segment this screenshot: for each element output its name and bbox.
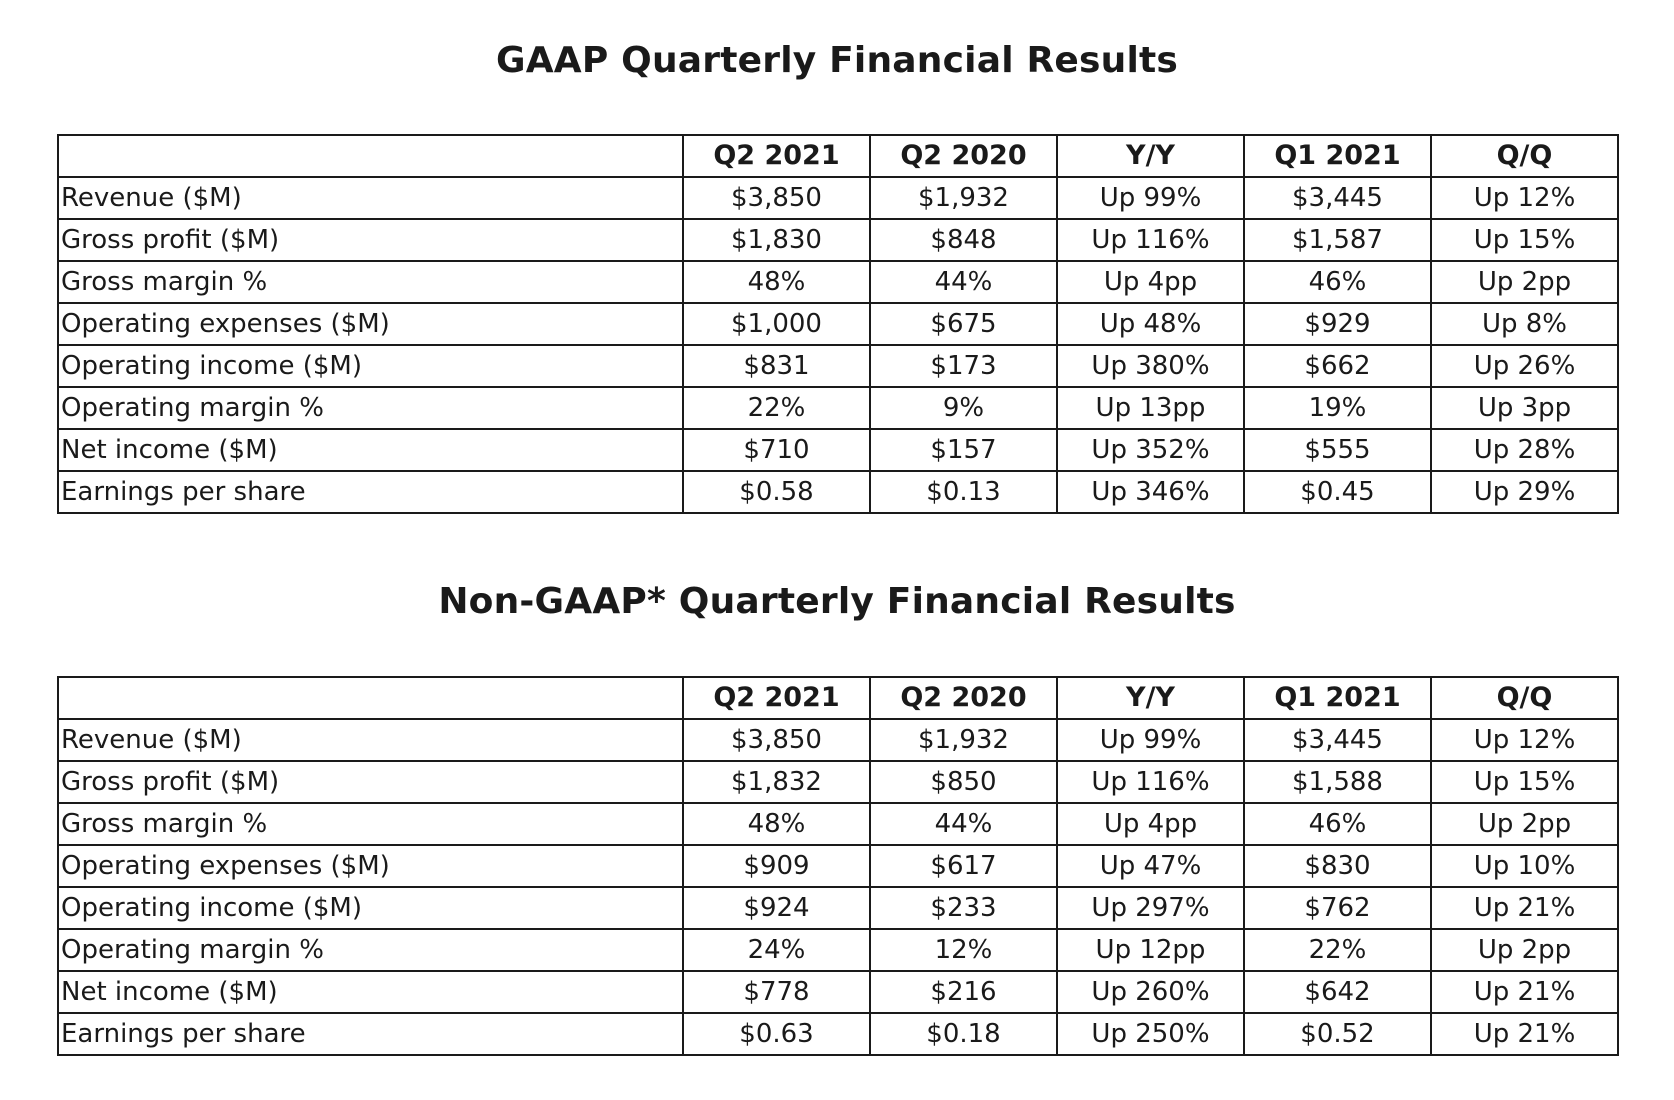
table-cell: $0.63 [683,1013,870,1055]
table-cell: Up 13pp [1057,387,1244,429]
table-row [58,761,1618,803]
table-cell: $157 [870,429,1057,471]
table-header-row [58,135,1618,177]
table-cell: $924 [683,887,870,929]
table-cell: $710 [683,429,870,471]
table-cell: $850 [870,761,1057,803]
column-header-q1-2021: Q1 2021 [1244,135,1431,177]
row-label: Net income ($M) [58,971,683,1013]
table-cell: $216 [870,971,1057,1013]
table-cell: $617 [870,845,1057,887]
table-cell: Up 4pp [1057,261,1244,303]
table-cell: $909 [683,845,870,887]
table-header-row [58,677,1618,719]
table-cell: $0.18 [870,1013,1057,1055]
table-cell: Up 21% [1431,887,1618,929]
table-cell: $1,932 [870,719,1057,761]
column-header-qoq: Q/Q [1431,135,1618,177]
table-cell: 19% [1244,387,1431,429]
table-cell: 12% [870,929,1057,971]
table-cell: $173 [870,345,1057,387]
table-row [58,929,1618,971]
table-cell: $642 [1244,971,1431,1013]
column-header-yoy: Y/Y [1057,677,1244,719]
column-header-q2-2020: Q2 2020 [870,677,1057,719]
table-cell: 48% [683,261,870,303]
table-cell: Up 380% [1057,345,1244,387]
table-cell: $3,445 [1244,177,1431,219]
table-cell: Up 352% [1057,429,1244,471]
table-row [58,971,1618,1013]
table-cell: Up 2pp [1431,261,1618,303]
table-cell: $555 [1244,429,1431,471]
table-cell: Up 29% [1431,471,1618,513]
table-cell: Up 12% [1431,177,1618,219]
table-cell: $848 [870,219,1057,261]
table-cell: $3,445 [1244,719,1431,761]
table-cell: $675 [870,303,1057,345]
table-cell: 22% [1244,929,1431,971]
table-cell: Up 250% [1057,1013,1244,1055]
row-label: Gross margin % [58,261,683,303]
table-cell: Up 48% [1057,303,1244,345]
row-label: Operating expenses ($M) [58,303,683,345]
table-cell: Up 116% [1057,219,1244,261]
table-cell: Up 3pp [1431,387,1618,429]
table-row [58,719,1618,761]
table-cell: Up 260% [1057,971,1244,1013]
table-cell: Up 28% [1431,429,1618,471]
row-label: Earnings per share [58,1013,683,1055]
column-header-q2-2020: Q2 2020 [870,135,1057,177]
column-header-yoy: Y/Y [1057,135,1244,177]
column-header-q1-2021: Q1 2021 [1244,677,1431,719]
table-cell: $0.52 [1244,1013,1431,1055]
table-cell: $1,587 [1244,219,1431,261]
table-cell: 44% [870,803,1057,845]
table-row [58,387,1618,429]
table-cell: $233 [870,887,1057,929]
row-label: Net income ($M) [58,429,683,471]
row-label: Gross profit ($M) [58,219,683,261]
table-cell: Up 2pp [1431,803,1618,845]
table-row [58,303,1618,345]
column-header-q2-2021: Q2 2021 [683,677,870,719]
table-cell: $1,588 [1244,761,1431,803]
table-cell: Up 15% [1431,761,1618,803]
table-row [58,1013,1618,1055]
gaap-results-table [57,134,1619,514]
column-header-q2-2021: Q2 2021 [683,135,870,177]
table-cell: $1,000 [683,303,870,345]
table-cell: Up 47% [1057,845,1244,887]
table-cell: Up 2pp [1431,929,1618,971]
table-cell: 46% [1244,803,1431,845]
table-cell: $0.45 [1244,471,1431,513]
table-cell: 22% [683,387,870,429]
table-cell: Up 26% [1431,345,1618,387]
gaap-table-title: GAAP Quarterly Financial Results [495,40,1179,81]
row-label: Revenue ($M) [58,719,683,761]
table-row [58,845,1618,887]
table-cell: $929 [1244,303,1431,345]
row-label: Operating income ($M) [58,345,683,387]
nongaap-table-title: Non-GAAP* Quarterly Financial Results [438,581,1236,622]
table-cell: Up 15% [1431,219,1618,261]
table-cell: Up 116% [1057,761,1244,803]
column-header-label [58,135,683,177]
table-cell: Up 346% [1057,471,1244,513]
column-header-label [58,677,683,719]
row-label: Revenue ($M) [58,177,683,219]
table-row [58,803,1618,845]
row-label: Earnings per share [58,471,683,513]
table-cell: $662 [1244,345,1431,387]
table-cell: Up 4pp [1057,803,1244,845]
table-cell: $831 [683,345,870,387]
table-cell: Up 297% [1057,887,1244,929]
table-cell: Up 99% [1057,177,1244,219]
table-cell: $1,932 [870,177,1057,219]
row-label: Operating margin % [58,929,683,971]
table-cell: Up 12% [1431,719,1618,761]
table-cell: 9% [870,387,1057,429]
row-label: Gross margin % [58,803,683,845]
table-cell: Up 99% [1057,719,1244,761]
table-cell: Up 21% [1431,1013,1618,1055]
row-label: Gross profit ($M) [58,761,683,803]
table-cell: $3,850 [683,719,870,761]
table-cell: 44% [870,261,1057,303]
table-cell: 48% [683,803,870,845]
table-cell: $0.58 [683,471,870,513]
table-cell: Up 12pp [1057,929,1244,971]
table-cell: Up 8% [1431,303,1618,345]
table-cell: $3,850 [683,177,870,219]
table-cell: Up 10% [1431,845,1618,887]
column-header-qoq: Q/Q [1431,677,1618,719]
table-row [58,429,1618,471]
table-cell: 46% [1244,261,1431,303]
table-cell: 24% [683,929,870,971]
table-cell: $762 [1244,887,1431,929]
row-label: Operating income ($M) [58,887,683,929]
table-cell: $778 [683,971,870,1013]
table-cell: $0.13 [870,471,1057,513]
table-cell: $1,832 [683,761,870,803]
row-label: Operating expenses ($M) [58,845,683,887]
table-cell: $830 [1244,845,1431,887]
table-row [58,261,1618,303]
table-row [58,887,1618,929]
nongaap-results-table [57,676,1619,1056]
table-row [58,471,1618,513]
table-row [58,345,1618,387]
table-row [58,219,1618,261]
table-cell: Up 21% [1431,971,1618,1013]
table-row [58,177,1618,219]
table-cell: $1,830 [683,219,870,261]
row-label: Operating margin % [58,387,683,429]
